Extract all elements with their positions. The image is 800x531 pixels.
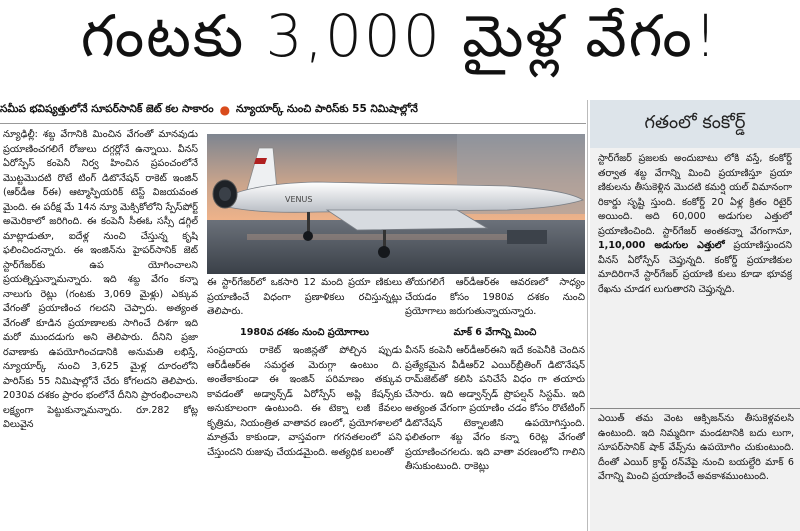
tail-logo-text: VENUS bbox=[285, 195, 313, 204]
article-body-paragraph: వీనస్‌ కంపెనీ ఆర్‌డీఆర్‌ఈని ఇదే కంపెనీకి చెందిన ప్రత్యేకమైన వీడీఆర్‌2 ఎయిర్‌బ్రీతింగ్‌ డిటొనేషన్‌ రామ్‌జెట్‌తో కలిసి పనిచేసే విధం గా తయారు చేసారు. ఇది అడ్వాన్స్‌డ్‌ ప్రొపల్షన్‌ సిస్టమ్‌. ఇది అత్యంత వేగంగా ప్రయాణిం చడం కోసం రొటేటింగ్‌ డిటొనేషన్‌ టెక్నాలజీని ఉపయోగిస్తుంది. ఫలితంగా శబ్ద వేగం కన్నా 6రెట్ల వేగంతో ప్రయాణించగలదు. ఇది వాతా వరణంలోని గాలిని తీసుకుంటుంది. రాకెట్లు bbox=[405, 345, 585, 472]
article-column-3 bbox=[405, 276, 585, 528]
article-body-paragraph: సంప్రదాయ రాకెట్‌ ఇంజిన్లతో పోల్చిన ప్పుడు ఆర్‌డీఆర్‌ఈ సమర్థత మెరుగ్గా ఉంటుం ది. అంతేకాకుండా ఈ ఇంజిన్‌ పరిమాణం తక్కువ కావడంతో అడ్వాన్స్‌డ్‌ ఏరోస్పేస్‌ అప్లి కేషన్స్‌కు అనుకూలంగా ఉంటుంది. ఈ టెక్నా లజీ కేవలం కృత్రిమ, నియంత్రిత వాతావర ణంలో, ప్రయోగశాలలో మాత్రమే కాకుండా, వాస్తవంగా గగనతలంలో పని చేస్తుందని రుజువు చేయడమైంది. అత్యధిక బలంతో bbox=[207, 345, 402, 458]
sidebar-body bbox=[598, 152, 792, 427]
tarmac-reflection bbox=[247, 234, 507, 240]
subheadline-bar bbox=[0, 100, 580, 120]
sidebar-highlight: 1,10,000 అడుగుల ఎత్తులో bbox=[598, 240, 725, 251]
article-column-2 bbox=[207, 276, 402, 528]
tail-stripe bbox=[254, 158, 267, 164]
aircraft-photo bbox=[207, 134, 585, 274]
main-gear bbox=[307, 212, 310, 234]
ground-cart bbox=[507, 230, 547, 244]
nose-gear bbox=[383, 230, 386, 248]
sidebar-bottom-text: ఎయిత్‌ తమ వెంట ఆక్సిజన్‌ను తీసుకెళ్లవలసి ఉంటుంది. ఇది నిమ్మదిగా మండటానికి బదు లుగా, సూపర్‌సానిక్‌ షాక్‌ వేవ్స్‌ను ఉపయోగిం చుకుంటుంది. దీంతో ఎయిర్‌ క్రాఫ్ట్‌ రన్‌వేపై నుంచి బయల్దేరి మాక్‌ 6 వేగాన్ని మించి ప్రయాణించే అవకాశముంటుంది. bbox=[598, 413, 794, 482]
sidebar-paragraph: స్టార్‌గేజర్‌ ప్రజలకు అందుబాటు లోకి వస్తే, కంకోర్డ్‌ తర్వాత శబ్ద వేగాన్ని మించి ప్రయాణిస్తూ ప్రయా ణికులను తీసుకెళ్లిన మొదటి కమర్షి యల్‌ విమానంగా రికార్డు సృష్టి స్తుంది. కంకోర్డ్‌ 20 ఏళ్ల క్రితం రిటైర్‌ అయింది. అది 60,000 అడుగుల ఎత్తులో ప్రయాణించింది. స్టార్‌గేజర్‌ అంతకన్నా వేగంగానూ, bbox=[598, 153, 792, 237]
sidebar-divider bbox=[587, 100, 588, 531]
bullet-icon: ● bbox=[219, 103, 231, 117]
subheadline-rule bbox=[0, 123, 586, 124]
article-body-paragraph: ఈ స్టార్‌గేజర్‌లో ఒకసారి 12 మంది ప్రయా ణికులు ప్రయాణించే విధంగా ప్రణాళికలు రచిస్తున్నట్లు తెలిపారు. bbox=[207, 277, 402, 317]
article-subheading: 1980వ దశకం నుంచి ప్రయోగాలు bbox=[240, 326, 369, 338]
aircraft-illustration bbox=[207, 134, 585, 274]
subheadline-right: న్యూయార్క్‌ నుంచి పారిస్‌కు 55 నిమిషాల్లోనే bbox=[236, 102, 418, 115]
sidebar-bottom-rule bbox=[590, 408, 800, 409]
nose-wheel bbox=[378, 246, 390, 258]
main-wheel bbox=[303, 231, 313, 241]
sidebar-paragraph: ప్రయాణిస్తుందని వీనస్‌ ఏరోస్పేస్‌ చెప్తున్నది. కంకోర్డ్‌ ప్రయాణికుల మాదిరిగానే స్టార్‌గేజర్‌ ప్రయాణి కులు కూడా భూవక్ర రేఖను చూడగ లుగుతారని చెప్తున్నది. bbox=[598, 240, 792, 295]
article-subheading: మాక్‌ 6 వేగాన్ని మించి bbox=[453, 326, 537, 338]
sidebar-title: గతంలో కంకోర్డ్‌ bbox=[590, 100, 800, 148]
article-column-1 bbox=[3, 128, 198, 528]
subheadline-left: సమీప భవిష్యత్తులోనే సూపర్‌సానిక్‌ జెట్‌ కల సాకారం bbox=[0, 102, 214, 115]
headline: గంటకు 3,000 మైళ్ల వేగం! bbox=[80, 1, 720, 70]
article-body-paragraph: న్యూఢిల్లీ: శబ్ద వేగానికి మించిన వేగంతో మానవుడు ప్రయాణించగలిగే రోజులు దగ్గర్లోనే ఉన్నాయి. వీనస్‌ ఏరోస్పేస్‌ కంపెనీ నిర్వ హించిన ప్రపంచంలోనే మొట్టమొదటి రొటే టింగ్‌ డిటొనేషన్‌ రాకెట్‌ ఇంజిన్‌ (ఆర్‌డీఆ ర్‌ఈ) ఆట్మాస్ఫియరిక్‌ టెస్ట్‌ విజయవంత మైంది. ఈ పరీక్ష మే 14న న్యూ మెక్సికోలోని స్పేస్‌పోర్ట్‌ అమెరికాలో జరిగింది. ఈ కంపెనీ సీఈఓ సస్సీ డగ్గిల్‌ మాట్లాడుతూ, ఐదేళ్ల నుంచి చేస్తున్న కృషి ఫలించిందన్నారు. ఈ ఇంజిన్‌ను హైపర్‌సానిక్‌ జెట్‌ స్టార్‌గేజర్‌కు ఉప యోగించాలని ప్రయత్నిస్తున్నామన్నారు. ఇది శబ్ద వేగం కన్నా నాలుగు రెట్లు (గంటకు 3,069 మైళ్లు) ఎక్కువ వేగంతో ప్రయాణించ గలదని చెప్పారు. అత్యంత వేగంతో కూడిన ప్రయాణాలకు సాగించే దిశగా ఇది మరో ముందడుగు అని తెలిపారు. దీనిని ప్రజా రవాణాకు ఉపయోగించడానికి అనుమతి లభిస్తే, న్యూయార్క్‌ నుంచి 3,625 మైళ్ల దూరంలోని పారిస్‌కు 55 నిమిషాల్లోనే చేరు కోగలదని తెలిపారు. 2030వ దశకం ప్రారం భంలోనే దీనిని ప్రారంభించాలని లక్ష్యంగా పెట్టుకున్నామన్నారు. రూ.282 కోట్ల విలువైన bbox=[3, 129, 198, 430]
article-body-paragraph: తోయగలిగే ఆర్‌డీఆర్‌ఈ ఆవరణలో సాధ్యం చేయడం కోసం 1980వ దశకం నుంచి ప్రయోగాలు జరుగుతున్నాయన్నారు. bbox=[405, 277, 585, 317]
